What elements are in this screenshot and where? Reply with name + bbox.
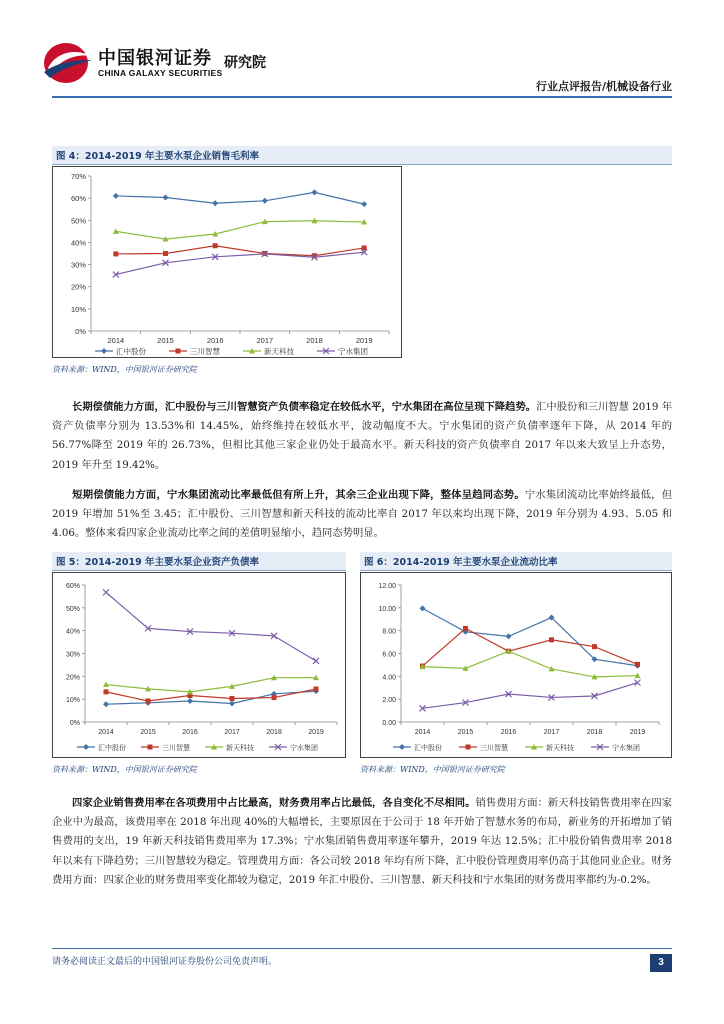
series-triangle <box>420 648 641 679</box>
legend-item <box>317 346 368 356</box>
footer-disclaimer: 请务必阅读正文最后的中国银河证券股份公司免责声明。 <box>52 957 278 967</box>
paragraph-lead: 短期偿债能力方面，宁水集团流动比率最低但有所上升，其余三企业出现下降，整体呈趋同态势。 <box>72 489 525 501</box>
data-point <box>163 194 169 200</box>
legend-label: 新天科技 <box>546 745 574 752</box>
chart-debt-ratio <box>52 572 346 758</box>
legend-item <box>269 743 318 752</box>
data-point <box>312 189 318 195</box>
series-line <box>106 691 316 704</box>
footer-divider <box>52 948 672 949</box>
x-tick-label: 2018 <box>306 336 323 345</box>
y-tick-label: 0.00 <box>382 720 396 727</box>
legend-label: 宁水集团 <box>612 745 640 752</box>
figure-number: 图 4： <box>56 151 85 162</box>
y-tick-label: 10.00 <box>378 605 396 613</box>
legend-label: 宁水集团 <box>290 745 318 752</box>
page-number: 3 <box>650 954 672 972</box>
x-tick-label: 2015 <box>157 336 174 345</box>
legend-marker <box>101 348 107 354</box>
data-point <box>272 695 277 700</box>
legend-item <box>393 743 442 752</box>
x-tick-label: 2017 <box>543 729 560 736</box>
figure-number: 图 6： <box>364 557 393 568</box>
chart-current-ratio <box>360 572 672 758</box>
logo-chinese-name: 中国银河证券 <box>98 48 212 69</box>
data-point <box>592 644 597 649</box>
company-logo <box>38 38 278 88</box>
legend-item <box>525 743 574 752</box>
y-tick-label: 0% <box>69 720 80 727</box>
legend-label: 宁水集团 <box>338 347 368 356</box>
legend-label: 汇中股份 <box>116 347 146 356</box>
legend-item <box>205 743 254 752</box>
data-point <box>163 251 168 256</box>
legend-item <box>169 346 220 356</box>
series-line <box>106 592 316 661</box>
legend-marker <box>176 349 181 354</box>
y-tick-label: 20% <box>65 674 80 682</box>
data-point <box>361 201 367 207</box>
figure-caption: 2014-2019 年主要水泵企业流动比率 <box>392 557 558 568</box>
series-x <box>103 589 319 664</box>
legend-marker <box>148 745 153 750</box>
logo-english-name: CHINA GALAXY SECURITIES <box>98 68 223 78</box>
data-point <box>113 251 118 256</box>
legend-item <box>95 346 146 356</box>
series-line <box>116 221 364 239</box>
x-tick-label: 2019 <box>629 729 646 736</box>
data-point <box>113 193 119 199</box>
series-line <box>116 252 364 274</box>
y-tick-label: 70% <box>70 172 86 181</box>
x-tick-label: 2019 <box>308 729 324 736</box>
data-point <box>635 662 640 667</box>
legend-marker <box>466 745 471 750</box>
legend-label: 三川智慧 <box>190 347 220 356</box>
figure-4-title <box>52 146 672 165</box>
legend-marker <box>399 744 405 750</box>
series-line <box>423 683 638 709</box>
figure-6-source: 资料来源：WIND，中国银河证券研究院 <box>360 765 505 774</box>
series-line <box>423 651 638 677</box>
legend-item <box>243 346 294 356</box>
data-point <box>506 633 512 639</box>
paragraph-lead: 长期偿债能力方面，汇中股份与三川智慧资产负债率稳定在较低水平，宁水集团在高位呈现下降趋势。 <box>72 401 537 413</box>
data-point <box>187 698 193 704</box>
legend-item <box>459 743 508 752</box>
x-tick-label: 2018 <box>266 729 282 736</box>
legend-label: 汇中股份 <box>98 745 126 752</box>
series-triangle <box>103 675 319 695</box>
y-tick-label: 30% <box>70 260 86 270</box>
y-tick-label: 20% <box>70 282 86 292</box>
paragraph-body: 汇中股份和三川智慧 2019 年资产负债率分别为 13.53%和 14.45%，始终维持在较低水平，波动幅度不大。宁水集团的资产负债率逐年下降，从 2014 年的 56.77%降至 2019 年的 26.73%，但相比其他三家企业仍处于最高水平。新天科技的资产负债率自 2017 年以来大致呈上升态势，2019 年升至 19.42%。 <box>52 401 672 471</box>
series-diamond <box>113 189 367 207</box>
legend-item <box>77 743 126 752</box>
y-tick-label: 4.00 <box>382 674 396 682</box>
logo-institute: 研究院 <box>224 55 266 71</box>
y-tick-label: 30% <box>65 651 80 659</box>
data-point <box>262 198 268 204</box>
chart-gross-margin <box>52 166 402 358</box>
report-type: 行业点评报告/机械设备行业 <box>535 80 672 93</box>
data-point <box>635 680 641 686</box>
legend-label: 新天科技 <box>226 745 254 752</box>
series-line <box>106 689 316 701</box>
x-tick-label: 2016 <box>206 336 224 345</box>
data-point <box>549 637 554 642</box>
legend-label: 三川智慧 <box>162 745 190 752</box>
y-tick-label: 2.00 <box>382 697 396 705</box>
y-tick-label: 60% <box>65 583 80 590</box>
x-tick-label: 2014 <box>107 336 125 345</box>
y-tick-label: 50% <box>65 605 80 613</box>
x-tick-label: 2014 <box>414 729 431 736</box>
legend-marker <box>83 744 89 750</box>
legend-item <box>141 743 190 752</box>
series-line <box>116 192 364 204</box>
x-tick-label: 2015 <box>457 729 474 736</box>
data-point <box>103 589 109 595</box>
figure-6-title <box>360 552 672 571</box>
y-tick-label: 50% <box>70 216 86 226</box>
data-point <box>103 701 109 707</box>
x-tick-label: 2015 <box>140 729 156 736</box>
series-square <box>420 626 640 669</box>
figure-5-title <box>52 552 346 571</box>
y-tick-label: 10% <box>70 304 86 314</box>
paragraph-body: 销售费用方面：新天科技销售费用率在四家企业中为最高，该费用率在 2018 年出现 40%的大幅增长，主要原因在于公司于 18 年开始了智慧水务的布局，新业务的开拓增加了销售费用的支出，19 年新天科技销售费用率为 17.3%；宁水集团销售费用率逐年攀升，2019 年达 12.5%；汇中股份销售费用率 2018 年以来有下降趋势；三川智慧较为稳定。管理费用方面：各公司较 2018 年均有所下降，汇中股份管理费用率仍高于其他同业企业。财务费用方面：四家企业的财务费用率变化都较为稳定，2019 年汇中股份、三川智慧、新天科技和宁水集团的财务费用率都约为-0.2%。 <box>52 797 673 886</box>
legend-label: 三川智慧 <box>480 745 508 752</box>
figure-5-source: 资料来源：WIND，中国银河证券研究院 <box>52 765 197 774</box>
x-tick-label: 2019 <box>355 336 373 345</box>
y-tick-label: 6.00 <box>382 651 396 659</box>
data-point <box>229 701 235 707</box>
paragraph-expense-ratios <box>52 794 672 890</box>
data-point <box>146 698 151 703</box>
x-tick-label: 2014 <box>98 729 114 736</box>
x-tick-label: 2018 <box>586 729 603 736</box>
y-tick-label: 8.00 <box>382 628 396 636</box>
x-tick-label: 2017 <box>224 729 240 736</box>
x-tick-label: 2017 <box>256 336 274 345</box>
data-point <box>212 200 218 206</box>
header-divider <box>52 96 672 98</box>
data-point <box>230 696 235 701</box>
paragraph-short-term-solvency <box>52 486 672 544</box>
paragraph-lead: 四家企业销售费用率在各项费用中占比最高，财务费用率占比最低，各自变化不尽相同。 <box>72 797 476 809</box>
figure-caption: 2014-2019 年主要水泵企业销售毛利率 <box>84 151 260 162</box>
data-point <box>213 243 218 248</box>
series-line <box>116 246 364 256</box>
galaxy-logo-icon <box>38 38 94 88</box>
y-tick-label: 12.00 <box>378 583 396 590</box>
y-tick-label: 0% <box>75 327 86 336</box>
paragraph-long-term-solvency <box>52 398 672 475</box>
legend-label: 汇中股份 <box>414 745 442 752</box>
x-tick-label: 2016 <box>500 729 517 736</box>
paragraph-body: 宁水集团流动比率始终最低，但 2019 年增加 51%至 3.45；汇中股份、三川智慧和新天科技的流动比率自 2017 年以来均出现下降，2019 年分别为 4.93、5.05 和 4.06。整体来看四家企业流动比率之间的差值明显缩小，趋同态势明显。 <box>52 489 672 540</box>
data-point <box>104 689 109 694</box>
legend-label: 新天科技 <box>264 347 294 356</box>
series-diamond <box>420 605 641 668</box>
figure-4-source: 资料来源：WIND，中国银河证券研究院 <box>52 365 197 374</box>
y-tick-label: 40% <box>70 238 86 248</box>
data-point <box>463 626 468 631</box>
data-point <box>420 605 426 611</box>
y-tick-label: 60% <box>70 194 86 204</box>
series-x <box>420 680 641 712</box>
y-tick-label: 40% <box>65 628 80 636</box>
series-triangle <box>113 218 367 242</box>
y-tick-label: 10% <box>65 697 80 705</box>
figure-number: 图 5： <box>56 557 85 568</box>
legend-item <box>591 743 640 752</box>
x-tick-label: 2016 <box>182 729 198 736</box>
data-point <box>313 658 319 664</box>
data-point <box>314 687 319 692</box>
series-line <box>106 678 316 692</box>
figure-caption: 2014-2019 年主要水泵企业资产负债率 <box>84 557 260 568</box>
